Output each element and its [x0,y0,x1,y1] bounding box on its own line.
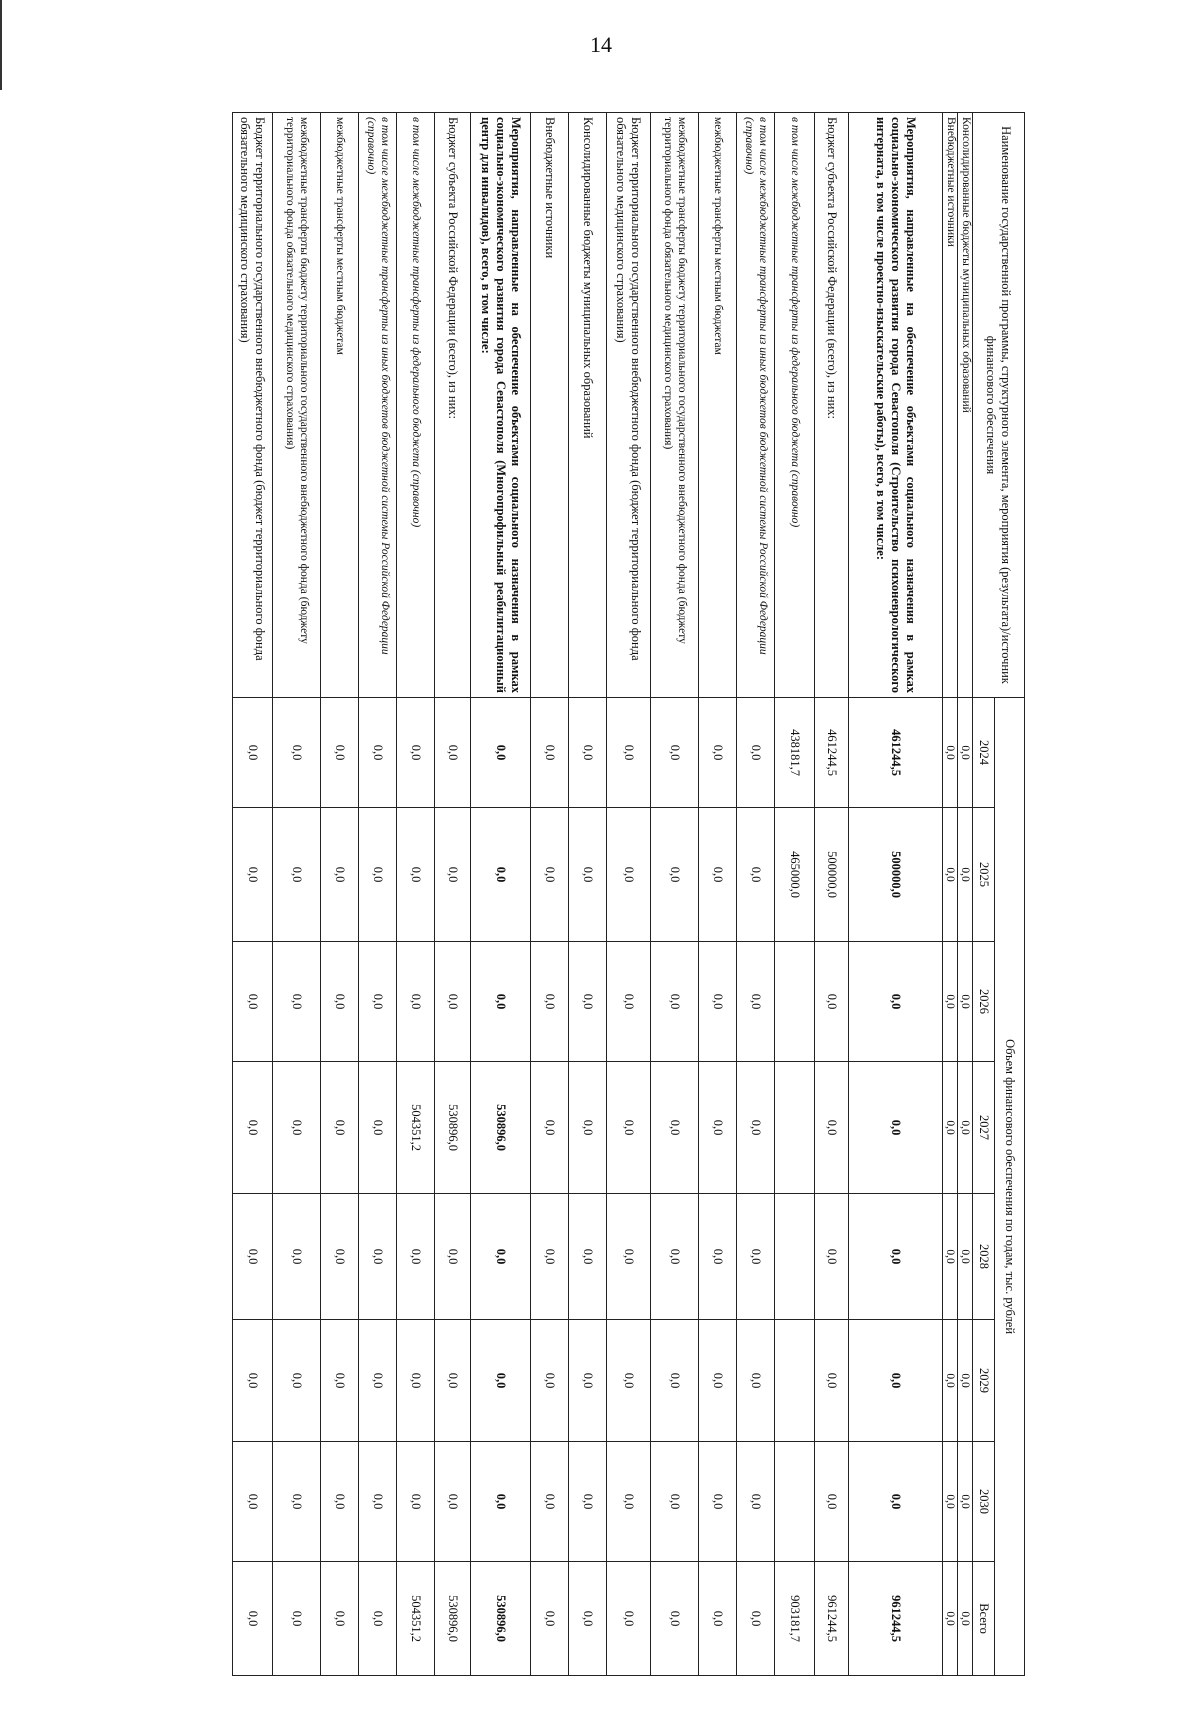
table-row [435,113,471,1676]
row-total-value: 0,0 [531,1562,569,1676]
row-year-value: 0,0 [737,698,775,808]
row-year-value: 0,0 [233,808,273,942]
row-year-value: 0,0 [958,808,973,942]
row-total-value: 504351,2 [397,1562,435,1676]
row-year-value: 0,0 [531,1194,569,1320]
row-year-value: 0,0 [651,942,699,1062]
row-source-name: Мероприятия, направленные на обеспечение объектами социального назначения в рамках социально-экономического развития города Севастополя (Многопрофильный реабилитационный центр для инвалидов), всего, в том числе: [471,113,531,698]
row-year-value: 0,0 [943,1320,958,1442]
header-year: 2030 [973,1442,995,1562]
row-year-value: 0,0 [699,1442,737,1562]
row-year-value: 0,0 [849,1320,943,1442]
row-year-value: 0,0 [958,1062,973,1194]
header-year: 2029 [973,1320,995,1442]
rotated-table-container [165,112,1025,1675]
row-year-value: 0,0 [607,808,651,942]
row-year-value: 0,0 [321,808,359,942]
row-year-value: 0,0 [531,698,569,808]
table-row [737,113,775,1676]
table-row [958,113,973,1676]
row-year-value: 0,0 [273,1320,321,1442]
row-year-value: 0,0 [321,1194,359,1320]
row-source-name: Консолидированные бюджеты муниципальных образований [958,113,973,698]
row-year-value: 0,0 [943,942,958,1062]
row-year-value: 0,0 [273,942,321,1062]
row-year-value: 0,0 [359,1320,397,1442]
row-year-value: 530896,0 [435,1062,471,1194]
header-year: 2025 [973,808,995,942]
row-year-value: 0,0 [397,1320,435,1442]
row-year-value: 0,0 [321,1442,359,1562]
header-year: 2028 [973,1194,995,1320]
row-year-value: 0,0 [651,1194,699,1320]
table-row [321,113,359,1676]
row-year-value: 0,0 [699,808,737,942]
row-year-value: 465000,0 [775,808,815,942]
row-year-value: 0,0 [849,1194,943,1320]
row-source-name: Бюджет субъекта Российской Федерации (всего), из них: [435,113,471,698]
row-year-value: 0,0 [943,698,958,808]
row-total-value: 530896,0 [435,1562,471,1676]
row-year-value: 0,0 [359,942,397,1062]
row-total-value: 961244,5 [849,1562,943,1676]
row-year-value: 0,0 [359,698,397,808]
row-year-value: 530896,0 [471,1062,531,1194]
row-year-value: 0,0 [435,1442,471,1562]
row-total-value: 0,0 [321,1562,359,1676]
row-year-value: 0,0 [233,1442,273,1562]
row-year-value: 0,0 [321,942,359,1062]
row-source-name: межбюджетные трансферты местным бюджетам [321,113,359,698]
row-year-value: 0,0 [958,942,973,1062]
row-year-value: 0,0 [233,698,273,808]
row-year-value: 0,0 [471,1320,531,1442]
row-source-name: Бюджет территориального государственного внебюджетного фонда (бюджет территориального фонда обязательного медицинского страхования) [607,113,651,698]
row-year-value: 0,0 [569,698,607,808]
row-year-value: 0,0 [815,1062,849,1194]
row-year-value: 0,0 [435,942,471,1062]
row-year-value: 0,0 [737,1320,775,1442]
row-year-value [775,1062,815,1194]
row-year-value: 0,0 [397,1442,435,1562]
row-year-value: 0,0 [651,1062,699,1194]
row-year-value: 0,0 [607,1194,651,1320]
row-year-value: 0,0 [321,698,359,808]
row-source-name: межбюджетные трансферты местным бюджетам [699,113,737,698]
row-year-value: 0,0 [471,808,531,942]
row-year-value: 0,0 [958,1442,973,1562]
row-year-value: 0,0 [569,1442,607,1562]
row-total-value: 0,0 [737,1562,775,1676]
row-total-value: 0,0 [359,1562,397,1676]
row-total-value: 0,0 [233,1562,273,1676]
row-year-value: 0,0 [359,1062,397,1194]
row-year-value: 0,0 [531,808,569,942]
row-year-value: 0,0 [607,698,651,808]
row-year-value: 461244,5 [815,698,849,808]
row-year-value: 0,0 [471,1194,531,1320]
row-year-value: 0,0 [607,942,651,1062]
table-row [531,113,569,1676]
row-year-value: 461244,5 [849,698,943,808]
row-year-value [775,1194,815,1320]
row-total-value: 0,0 [958,1562,973,1676]
row-year-value: 0,0 [435,1320,471,1442]
row-year-value: 0,0 [699,1320,737,1442]
row-year-value: 0,0 [943,1194,958,1320]
table-row [699,113,737,1676]
row-year-value: 0,0 [737,1194,775,1320]
row-year-value: 0,0 [359,808,397,942]
row-year-value: 0,0 [471,698,531,808]
row-source-name: Консолидированные бюджеты муниципальных образований [569,113,607,698]
row-year-value: 0,0 [471,942,531,1062]
row-year-value: 0,0 [397,808,435,942]
row-year-value: 0,0 [233,942,273,1062]
row-year-value: 0,0 [233,1320,273,1442]
row-year-value: 0,0 [435,808,471,942]
row-year-value: 0,0 [699,698,737,808]
row-year-value: 0,0 [943,1442,958,1562]
row-total-value: 0,0 [699,1562,737,1676]
row-year-value [775,1442,815,1562]
row-year-value: 0,0 [849,1442,943,1562]
table-row [607,113,651,1676]
row-year-value [775,942,815,1062]
row-year-value: 0,0 [273,1442,321,1562]
row-source-name: межбюджетные трансферты бюджету территориального государственного внебюджетного фонда (бюджету территориального фонда обязательного медицинского страхования) [273,113,321,698]
row-source-name: Мероприятия, направленные на обеспечение объектами социального назначения в рамках социально-экономического развития города Севастополя (Строительство психоневрологического интерната, в том числе проектно-изыскательские работы), всего, в том числе: [849,113,943,698]
row-year-value: 0,0 [397,698,435,808]
row-year-value: 0,0 [815,942,849,1062]
row-source-name: в том числе межбюджетные трансферты из федерального бюджета (справочно) [775,113,815,698]
row-source-name: в том числе межбюджетные трансферты из иных бюджетов бюджетной системы Российской Федерации (справочно) [737,113,775,698]
row-year-value: 0,0 [699,1194,737,1320]
row-year-value: 0,0 [397,942,435,1062]
row-year-value: 0,0 [531,1320,569,1442]
row-year-value: 0,0 [737,1442,775,1562]
row-year-value: 0,0 [531,942,569,1062]
row-year-value: 0,0 [569,1062,607,1194]
header-year: 2024 [973,698,995,808]
row-year-value: 0,0 [737,1062,775,1194]
row-year-value [775,1320,815,1442]
row-year-value: 0,0 [699,1062,737,1194]
row-year-value: 0,0 [397,1194,435,1320]
row-total-value: 530896,0 [471,1562,531,1676]
row-total-value: 0,0 [273,1562,321,1676]
row-source-name: Внебюджетные источники [943,113,958,698]
row-year-value: 0,0 [435,698,471,808]
financing-table [232,112,1025,1676]
table-row [775,113,815,1676]
row-year-value: 0,0 [849,942,943,1062]
row-year-value: 0,0 [943,808,958,942]
row-year-value: 0,0 [607,1320,651,1442]
header-year: 2026 [973,942,995,1062]
row-year-value: 0,0 [569,942,607,1062]
row-year-value: 0,0 [699,942,737,1062]
row-year-value: 0,0 [531,1442,569,1562]
row-year-value: 0,0 [737,942,775,1062]
row-year-value: 0,0 [435,1194,471,1320]
header-financing-group: Объем финансового обеспечения по годам, тыс. рублей [995,698,1025,1676]
row-source-name: в том числе межбюджетные трансферты из федерального бюджета (справочно) [397,113,435,698]
row-total-value: 961244,5 [815,1562,849,1676]
row-source-name: Бюджет субъекта Российской Федерации (всего), из них: [815,113,849,698]
table-row [651,113,699,1676]
table-row [569,113,607,1676]
row-year-value: 0,0 [321,1062,359,1194]
table-row [397,113,435,1676]
row-year-value: 0,0 [815,1320,849,1442]
table-row [359,113,397,1676]
row-year-value: 0,0 [569,808,607,942]
row-year-value: 0,0 [737,808,775,942]
table-row [849,113,943,1676]
row-total-value: 0,0 [651,1562,699,1676]
row-year-value: 0,0 [273,1062,321,1194]
row-year-value: 0,0 [471,1442,531,1562]
row-year-value: 0,0 [815,1442,849,1562]
row-source-name: Внебюджетные источники [531,113,569,698]
header-name-column: Наименование государственной программы, структурного элемента, мероприятия (результата)/источник финансового обеспечения [973,113,1025,698]
header-year: 2027 [973,1062,995,1194]
row-year-value: 0,0 [958,1194,973,1320]
row-total-value: 903181,7 [775,1562,815,1676]
row-year-value: 0,0 [958,1320,973,1442]
table-row [273,113,321,1676]
row-year-value: 0,0 [815,1194,849,1320]
row-year-value: 0,0 [359,1442,397,1562]
row-year-value: 0,0 [651,698,699,808]
row-year-value: 504351,2 [397,1062,435,1194]
row-total-value: 0,0 [607,1562,651,1676]
row-source-name: межбюджетные трансферты бюджету территориального государственного внебюджетного фонда (бюджету территориального фонда обязательного медицинского страхования) [651,113,699,698]
table-row [471,113,531,1676]
row-year-value: 0,0 [359,1194,397,1320]
row-year-value: 0,0 [569,1320,607,1442]
row-year-value: 0,0 [607,1442,651,1562]
row-source-name: в том числе межбюджетные трансферты из иных бюджетов бюджетной системы Российской Федерации (справочно) [359,113,397,698]
row-year-value: 0,0 [849,1062,943,1194]
row-year-value: 438181,7 [775,698,815,808]
header-total: Всего [973,1562,995,1676]
row-year-value: 0,0 [273,808,321,942]
table-row [233,113,273,1676]
table-row [815,113,849,1676]
row-year-value: 0,0 [943,1062,958,1194]
row-total-value: 0,0 [569,1562,607,1676]
row-year-value: 0,0 [607,1062,651,1194]
row-year-value: 500000,0 [815,808,849,942]
page-number: 14 [590,32,612,57]
row-year-value: 0,0 [569,1194,607,1320]
row-year-value: 0,0 [651,1442,699,1562]
row-total-value: 0,0 [943,1562,958,1676]
row-year-value: 0,0 [958,698,973,808]
table-body [233,113,973,1676]
table-row [943,113,958,1676]
row-year-value: 0,0 [273,698,321,808]
row-year-value: 0,0 [651,1320,699,1442]
row-year-value: 0,0 [531,1062,569,1194]
row-source-name: Бюджет территориального государственного внебюджетного фонда (бюджет территориального фонда обязательного медицинского страхования) [233,113,273,698]
binding-mark [0,0,2,90]
row-year-value: 0,0 [651,808,699,942]
row-year-value: 500000,0 [849,808,943,942]
row-year-value: 0,0 [273,1194,321,1320]
row-year-value: 0,0 [321,1320,359,1442]
row-year-value: 0,0 [233,1194,273,1320]
row-year-value: 0,0 [233,1062,273,1194]
